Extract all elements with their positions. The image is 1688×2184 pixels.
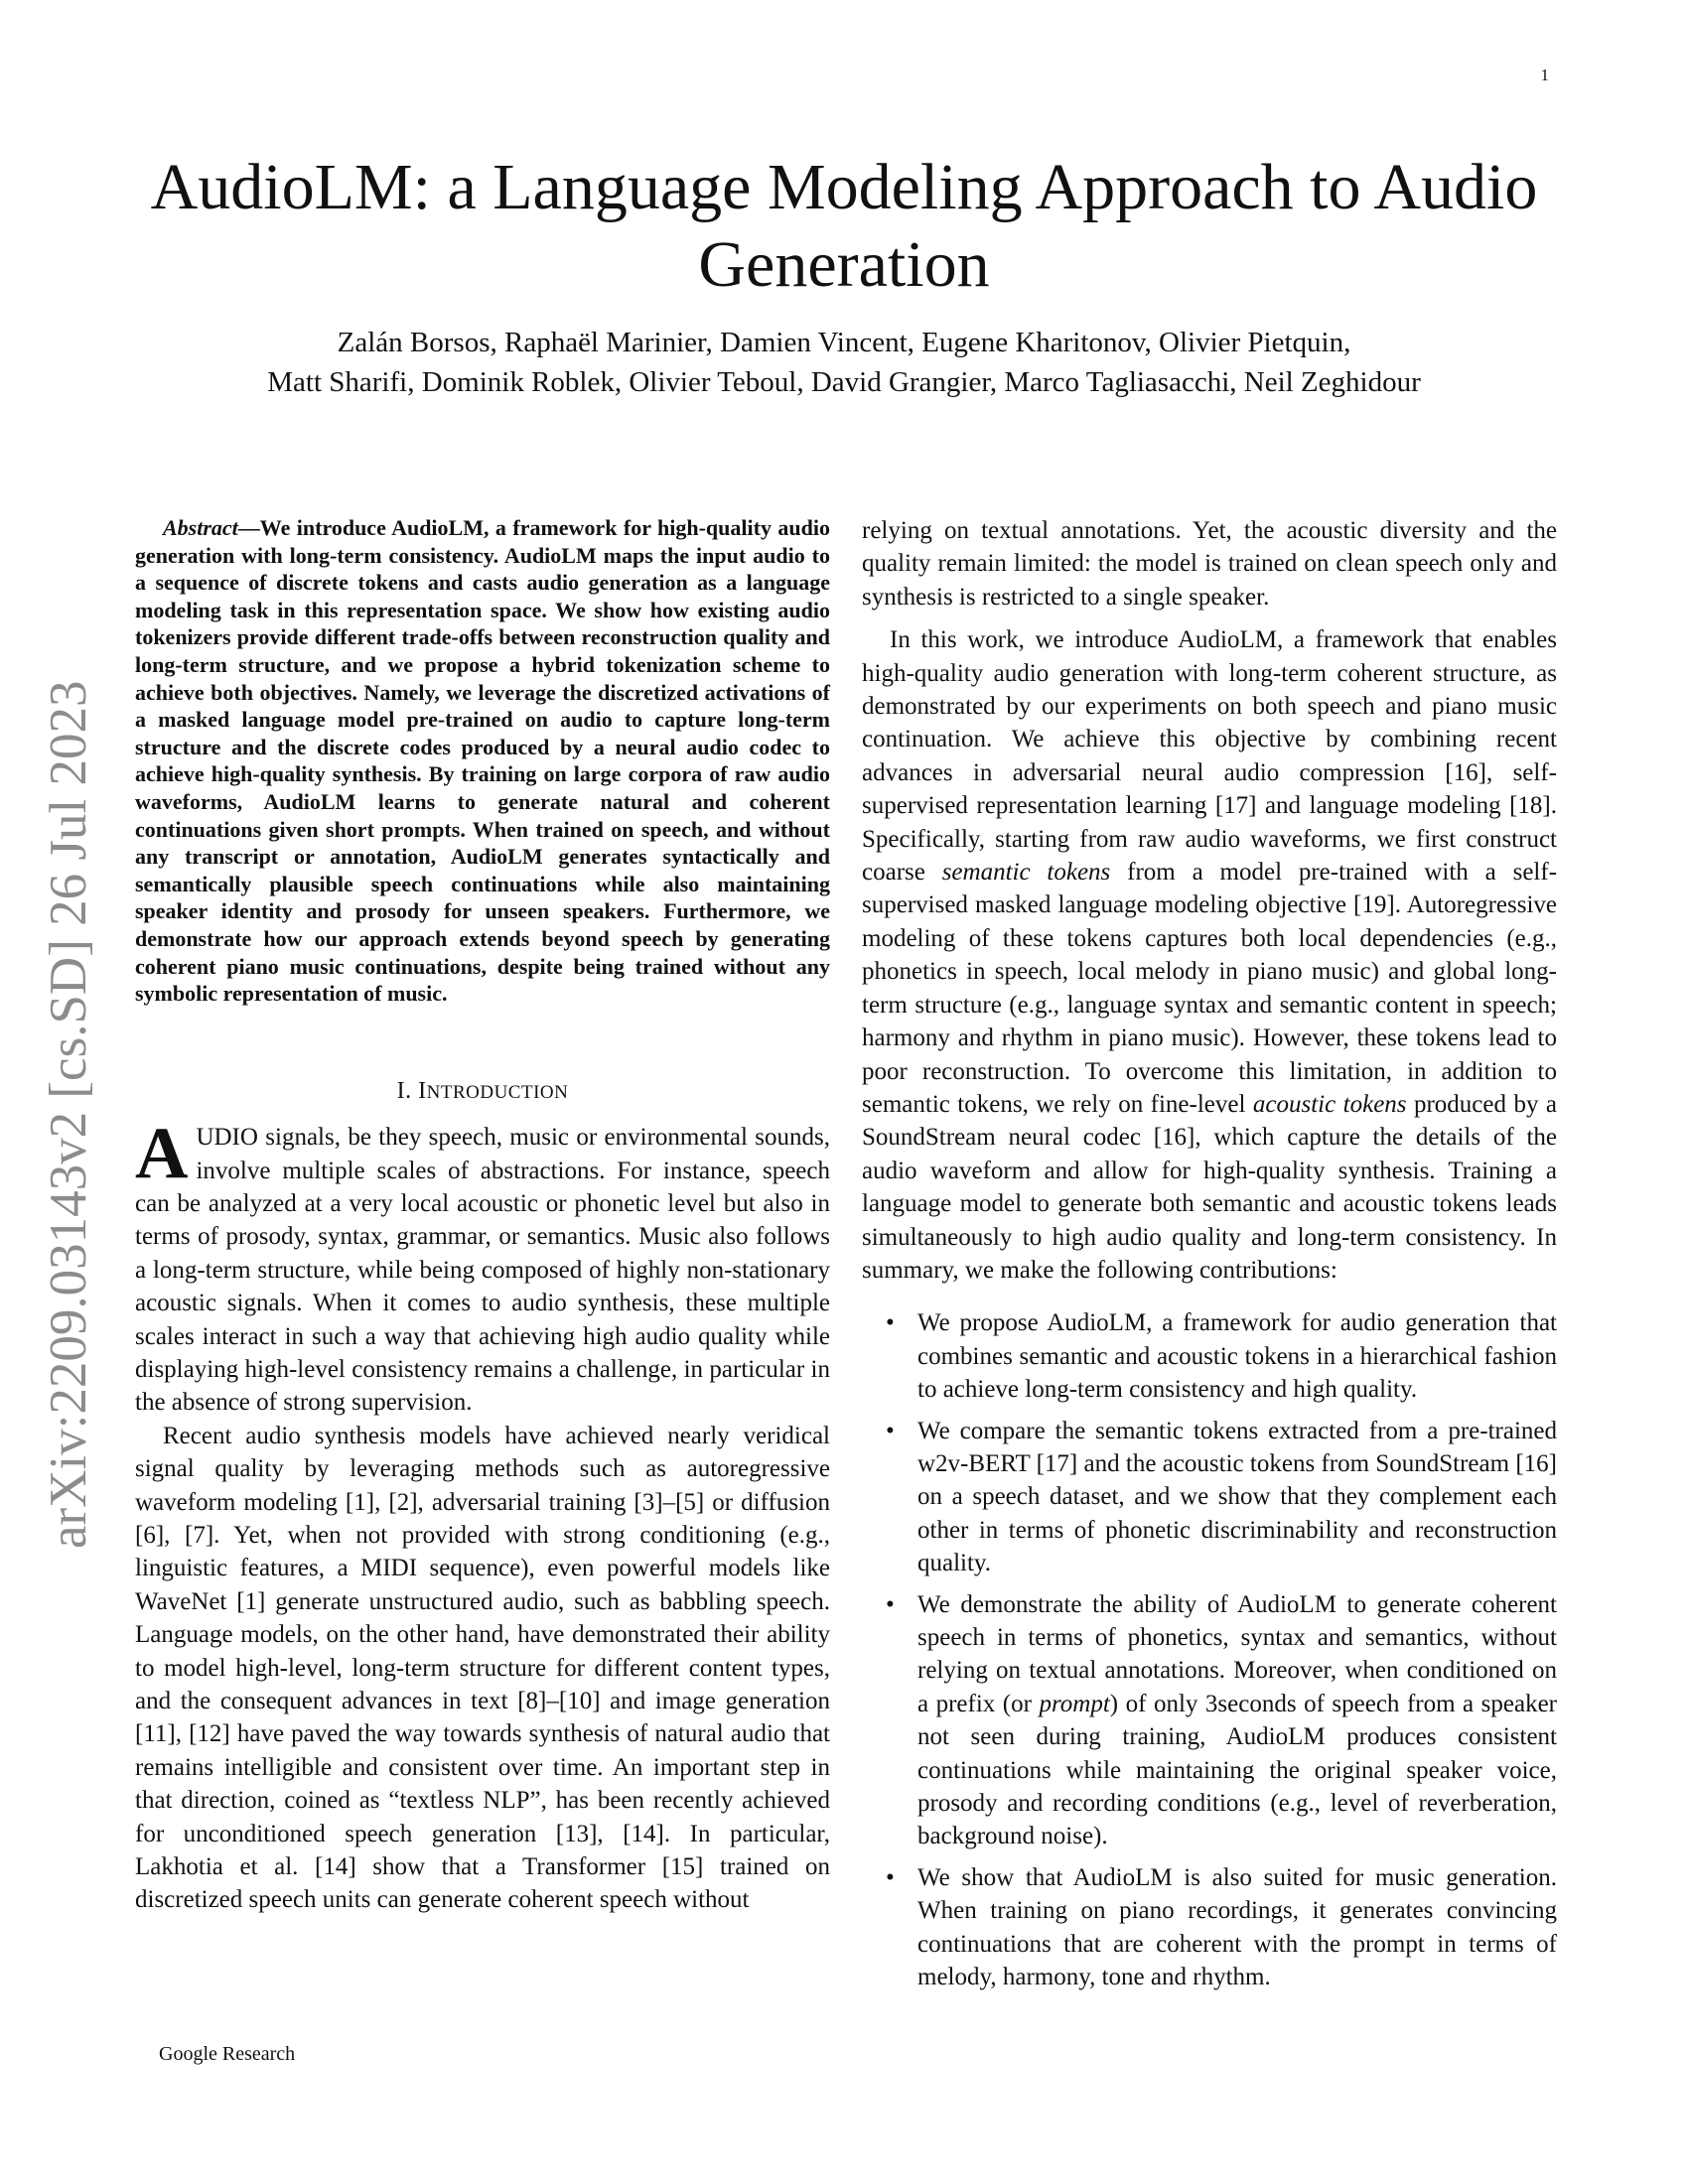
- abstract-dash: —: [237, 515, 260, 540]
- arxiv-identifier: arXiv:2209.03143v2 [cs.SD] 26 Jul 2023: [40, 680, 97, 1549]
- section-heading-initial: I: [418, 1077, 427, 1104]
- abstract-text: We introduce AudioLM, a framework for high-quality audio generation with long-term consistency. AudioLM maps the input audio to a sequence of discrete tokens and casts audio generation as a language modeling task in this representation space. We show how existing audio tokenizers provide different trade-offs between reconstruction quality and long-term structure, and we propose a hybrid tokenization scheme to achieve both objectives. Namely, we leverage the discretized activations of a masked language model pre-trained on audio to capture long-term structure and the discrete codes produced by a neural audio codec to achieve high-quality synthesis. By training on large corpora of raw audio waveforms, AudioLM learns to generate natural and coherent continuations given short prompts. When trained on speech, and without any transcript or annotation, AudioLM generates syntactically and semantically plausible speech continuations while also maintaining speaker identity and prosody for unseen speakers. Furthermore, we demonstrate how our approach extends beyond speech by generating coherent piano music continuations, despite being trained without any symbolic representation of music.: [135, 515, 830, 1007]
- contribution-item: [862, 1415, 1557, 1580]
- prompt-term: prompt: [1039, 1690, 1110, 1717]
- contribution-text-part-a: We demonstrate the ability of AudioLM to generate coherent speech in terms of phonetics, syntax and semantics, without relying on textual annotations. Moreover, when conditioned on a prefix (or: [917, 1590, 1557, 1717]
- section-number: I.: [396, 1077, 419, 1104]
- intro-paragraph-3-part-a: In this work, we introduce AudioLM, a framework that enables high-quality audio generation with long-term coherent structure, as demonstrated by our experiments on both speech and piano music continuation. We achieve this objective by combining recent advances in adversarial neural audio compression [16], self-supervised representation learning [17] and language modeling [18]. Specifically, starting from raw audio waveforms, we first construct coarse: [862, 626, 1557, 887]
- bullet-icon: •: [886, 1309, 895, 1337]
- contribution-item: [862, 1306, 1557, 1406]
- intro-paragraph-2: Recent audio synthesis models have achieved nearly veridical signal quality by leveraging methods such as autoregressive waveform modeling [1], [2], adversarial training [3]–[5] or diffusion [6], [7]. Yet, when not provided with strong conditioning (e.g., linguistic features, a MIDI sequence), even powerful models like WaveNet [1] generate unstructured audio, such as babbling speech. Language models, on the other hand, have demonstrated their ability to model high-level, long-term structure for different content types, and the consequent advances in text [8]–[10] and image generation [11], [12] have paved the way towards synthesis of natural audio that remains intelligible and consistent over time. An important step in that direction, coined as “textless NLP”, has been recently achieved for unconditioned speech generation [13], [14]. In particular, Lakhotia et al. [14] show that a Transformer [15] trained on discretized speech units can generate coherent speech without: [135, 1422, 830, 1914]
- acoustic-tokens-term: acoustic tokens: [1252, 1090, 1407, 1118]
- semantic-tokens-term: semantic tokens: [941, 859, 1111, 887]
- abstract: [135, 514, 830, 1008]
- drop-cap: A: [135, 1113, 189, 1195]
- contribution-text: We show that AudioLM is also suited for music generation. When training on piano recordings, it generates convincing continuations that are coherent with the prompt in terms of melody, harmony, tone and rhythm.: [917, 1863, 1557, 1991]
- intro-paragraph-3-part-c: produced by a SoundStream neural codec [16], which capture the details of the audio waveform and allow for high-quality synthesis. Training a language model to generate both semantic and acoustic tokens leads simultaneously to high audio quality and long-term consistency. In summary, we make the following contributions:: [862, 1090, 1557, 1284]
- contribution-item: [862, 1861, 1557, 1994]
- paper-title: AudioLM: a Language Modeling Approach to Audio Generation: [150, 151, 1538, 301]
- contribution-text-part-b: ) of only 3seconds of speech from a speaker not seen during training, AudioLM produces consistent continuations while maintaining the original speaker voice, prosody and recording conditions (e.g., level of reverberation, background noise).: [917, 1690, 1558, 1850]
- bullet-icon: •: [886, 1863, 895, 1891]
- author-list: [89, 323, 1599, 402]
- intro-paragraph-1-text: UDIO signals, be they speech, music or environmental sounds, involve multiple scales of abstractions. For instance, speech can be analyzed at a very local acoustic or phonetic level but also in terms of prosody, syntax, grammar, or semantics. Music also follows a long-term structure, while being composed of highly non-stationary acoustic signals. When it comes to audio synthesis, these multiple scales interact in such a way that achieving high audio quality while displaying high-level consistency remains a challenge, in particular in the absence of strong supervision.: [135, 1124, 830, 1417]
- section-heading-introduction: [135, 1075, 830, 1109]
- intro-paragraph-3: [862, 623, 1557, 1287]
- contribution-text: [917, 1591, 1557, 1850]
- section-heading-rest: NTRODUCTION: [426, 1081, 569, 1103]
- right-column: [862, 514, 1557, 2001]
- contribution-text: We compare the semantic tokens extracted from a pre-trained w2v-BERT [17] and the acoustic tokens from SoundStream [16] on a speech dataset, and we show that they complement each other in terms of phonetic discriminability and reconstruction quality.: [917, 1417, 1557, 1577]
- author-line-1: Zalán Borsos, Raphaël Marinier, Damien Vincent, Eugene Kharitonov, Olivier Pietquin,: [337, 327, 1351, 358]
- intro-paragraph-3-part-b: from a model pre-trained with a self-supervised masked language modeling objective [19]. Autoregressive modeling of these tokens captures both local dependencies (e.g., phonetics in speech, local melody in piano music) and global long-term structure (e.g., language syntax and semantic content in speech; harmony and rhythm in piano music). However, these tokens lead to poor reconstruction. To overcome this limitation, in addition to semantic tokens, we rely on fine-level: [862, 859, 1558, 1118]
- author-line-2: Matt Sharifi, Dominik Roblek, Olivier Teboul, David Grangier, Marco Tagliasacchi, Neil Zeghidour: [267, 366, 1421, 398]
- contribution-text: We propose AudioLM, a framework for audio generation that combines semantic and acoustic tokens in a hierarchical fashion to achieve long-term consistency and high quality.: [917, 1309, 1557, 1404]
- bullet-icon: •: [886, 1417, 895, 1444]
- contribution-item: [862, 1588, 1557, 1853]
- bullet-icon: •: [886, 1590, 895, 1618]
- abstract-label: Abstract: [163, 515, 238, 540]
- page-number: 1: [1540, 66, 1549, 84]
- contributions-list: [862, 1306, 1557, 1993]
- intro-paragraph-1: [135, 1113, 830, 1420]
- left-column: [135, 514, 830, 1917]
- intro-paragraph-2-continued: relying on textual annotations. Yet, the acoustic diversity and the quality remain limited: the model is trained on clean speech only and synthesis is restricted to a single speaker.: [862, 517, 1557, 611]
- affiliation-footnote: Google Research: [159, 2043, 296, 2065]
